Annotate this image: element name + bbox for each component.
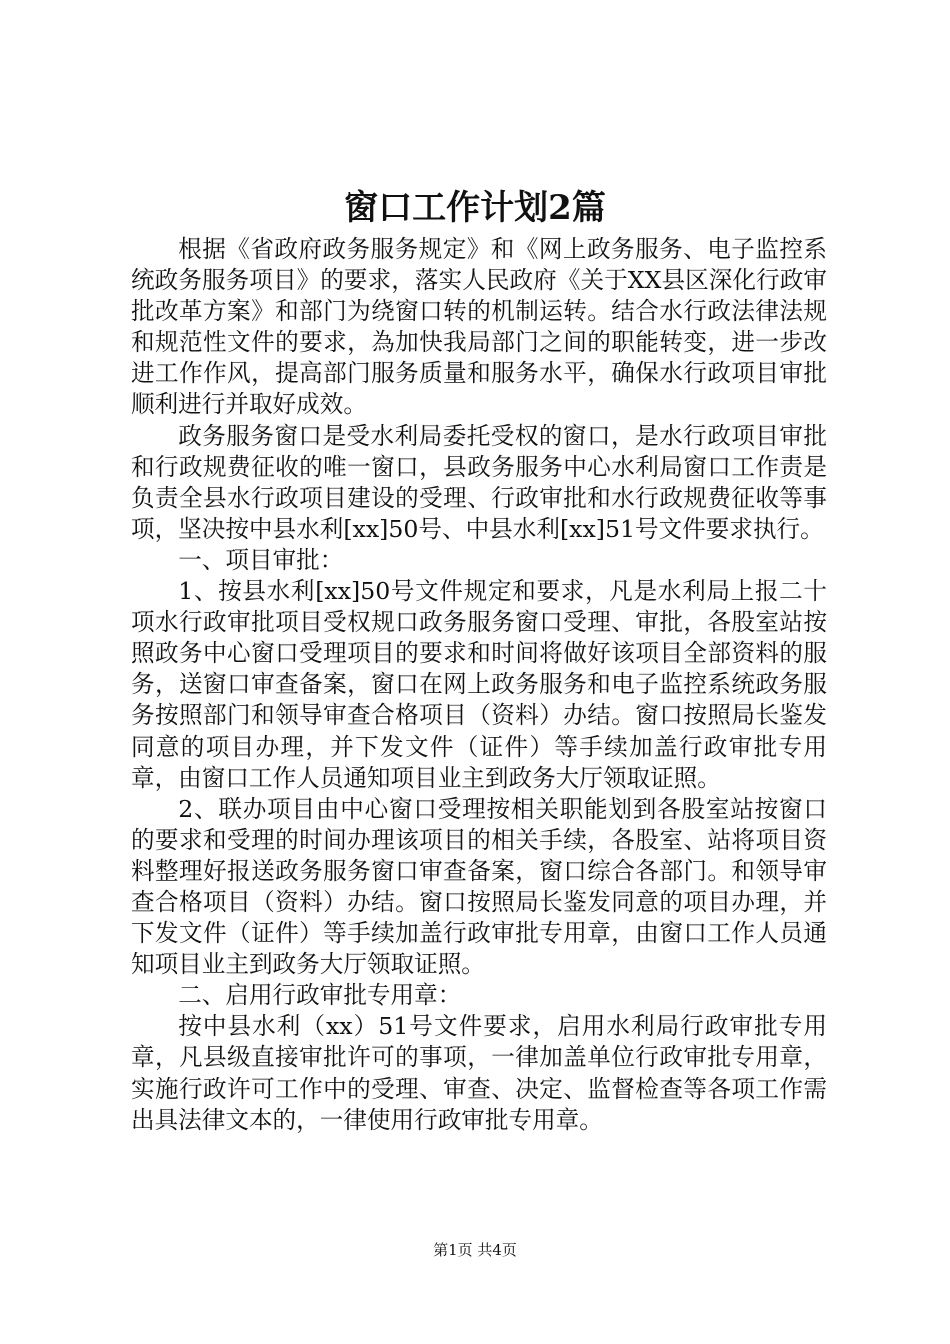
paragraph-intro: 根据《省政府政务服务规定》和《网上政务服务、电子监控系统政务服务项目》的要求，落实人民政府《关于XX县区深化行政审批改革方案》和部门为绕窗口转的机制运转。结合水行政法律法规和规范性文件的要求，為加快我局部门之间的职能转变，进一步改进工作作风，提高部门服务质量和服务水平，确保水行政项目审批顺利进行并取好成效。 [131,235,827,419]
paragraph-seal: 按中县水利（xx）51号文件要求，启用水利局行政审批专用章，凡县级直接审批许可的事项，一律加盖单位行政审批专用章，实施行政许可工作中的受理、审查、决定、监督检查等各项工作需出具法律文本的，一律使用行政审批专用章。 [131,1012,827,1134]
document-title: 窗口工作计划2篇 [344,188,606,228]
paragraph-item-1: 1、按县水利[xx]50号文件规定和要求，凡是水利局上报二十项水行政审批项目受权规口政务服务窗口受理、审批，各股室站按照政务中心窗口受理项目的要求和时间将做好该项目全部资料的服务，送窗口审查备案，窗口在网上政务服务和电子监控系统政务服务按照部门和领导审查合格项目（资料）办结。窗口按照局长鉴发同意的项目办理，并下发文件（证件）等手续加盖行政审批专用章，由窗口工作人员通知项目业主到政务大厅领取证照。 [131,577,827,792]
section-heading-project-approval: 一、项目审批： [178,545,344,574]
paragraph-window-duty: 政务服务窗口是受水利局委托受权的窗口，是水行政项目审批和行政规费征收的唯一窗口，县政务服务中心水利局窗口工作责是负责全县水行政项目建设的受理、行政审批和水行政规费征收等事项，坚决按中县水利[xx]50号、中县水利[xx]51号文件要求执行。 [131,421,827,543]
paragraph-item-2: 2、联办项目由中心窗口受理按相关职能划到各股室站按窗口的要求和受理的时间办理该项目的相关手续，各股室、站将项目资料整理好报送政务服务窗口审查备案，窗口综合各部门。和领导审查合格项目（资料）办结。窗口按照局长鉴发同意的项目办理，并下发文件（证件）等手续加盖行政审批专用章，由窗口工作人员通知项目业主到政务大厅领取证照。 [131,794,827,979]
document-body [131,234,827,1136]
section-heading-seal: 二、启用行政审批专用章： [178,981,462,1010]
page-number-footer: 第1页 共4页 [433,1241,517,1259]
